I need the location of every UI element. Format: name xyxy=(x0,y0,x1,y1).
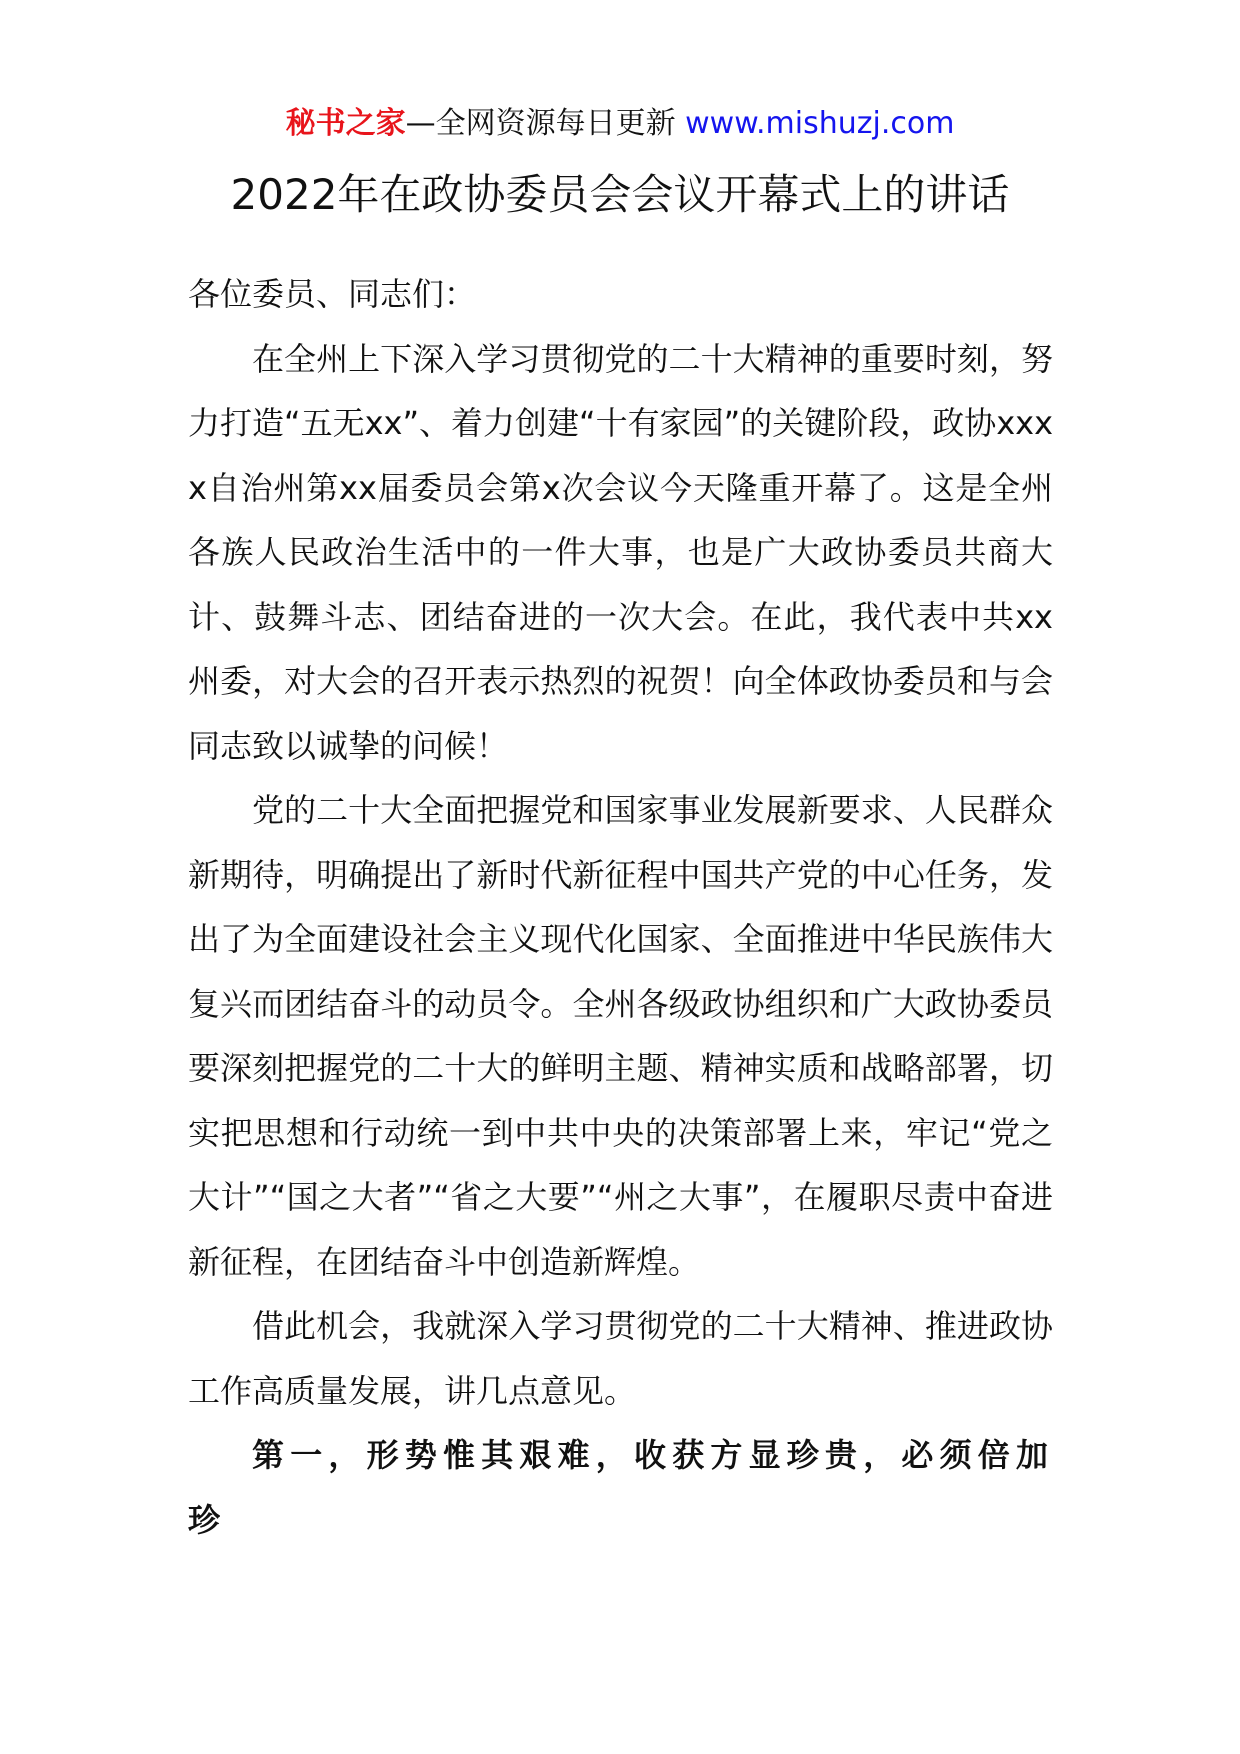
section-heading: 第一，形势惟其艰难，收获方显珍贵，必须倍加珍 xyxy=(188,1436,1053,1539)
paragraph: 借此机会，我就深入学习贯彻党的二十大精神、推进政协工作高质量发展，讲几点意见。 xyxy=(188,1307,1053,1410)
watermark-header xyxy=(0,104,1240,144)
site-link[interactable]: www.mishuzj.com xyxy=(685,106,955,141)
paragraph: 党的二十大全面把握党和国家事业发展新要求、人民群众新期待，明确提出了新时代新征程中国共产党的中心任务，发出了为全面建设社会主义现代化国家、全面推进中华民族伟大复兴而团结奋斗的动员令。全州各级政协组织和广大政协委员要深刻把握党的二十大的鲜明主题、精神实质和战略部署，切实把思想和行动统一到中共中央的决策部署上来，牢记“党之大计”“国之大者”“省之大要”“州之大事”，在履职尽责中奋进新征程，在团结奋斗中创造新辉煌。 xyxy=(188,791,1053,1281)
header-tagline: —全网资源每日更新 xyxy=(405,106,676,141)
document-title: 2022年在政协委员会会议开幕式上的讲话 xyxy=(230,170,1010,219)
paragraph: 在全州上下深入学习贯彻党的二十大精神的重要时刻，努力打造“五无xx”、着力创建“十有家园”的关键阶段，政协xxxx自治州第xx届委员会第x次会议今天隆重开幕了。这是全州各族人民政治生活中的一件大事，也是广大政协委员共商大计、鼓舞斗志、团结奋进的一次大会。在此，我代表中共xx州委，对大会的召开表示热烈的祝贺！向全体政协委员和与会同志致以诚挚的问候！ xyxy=(188,339,1054,765)
salutation: 各位委员、同志们： xyxy=(188,275,477,313)
document-body xyxy=(188,262,1053,1552)
brand-name: 秘书之家 xyxy=(285,106,406,141)
